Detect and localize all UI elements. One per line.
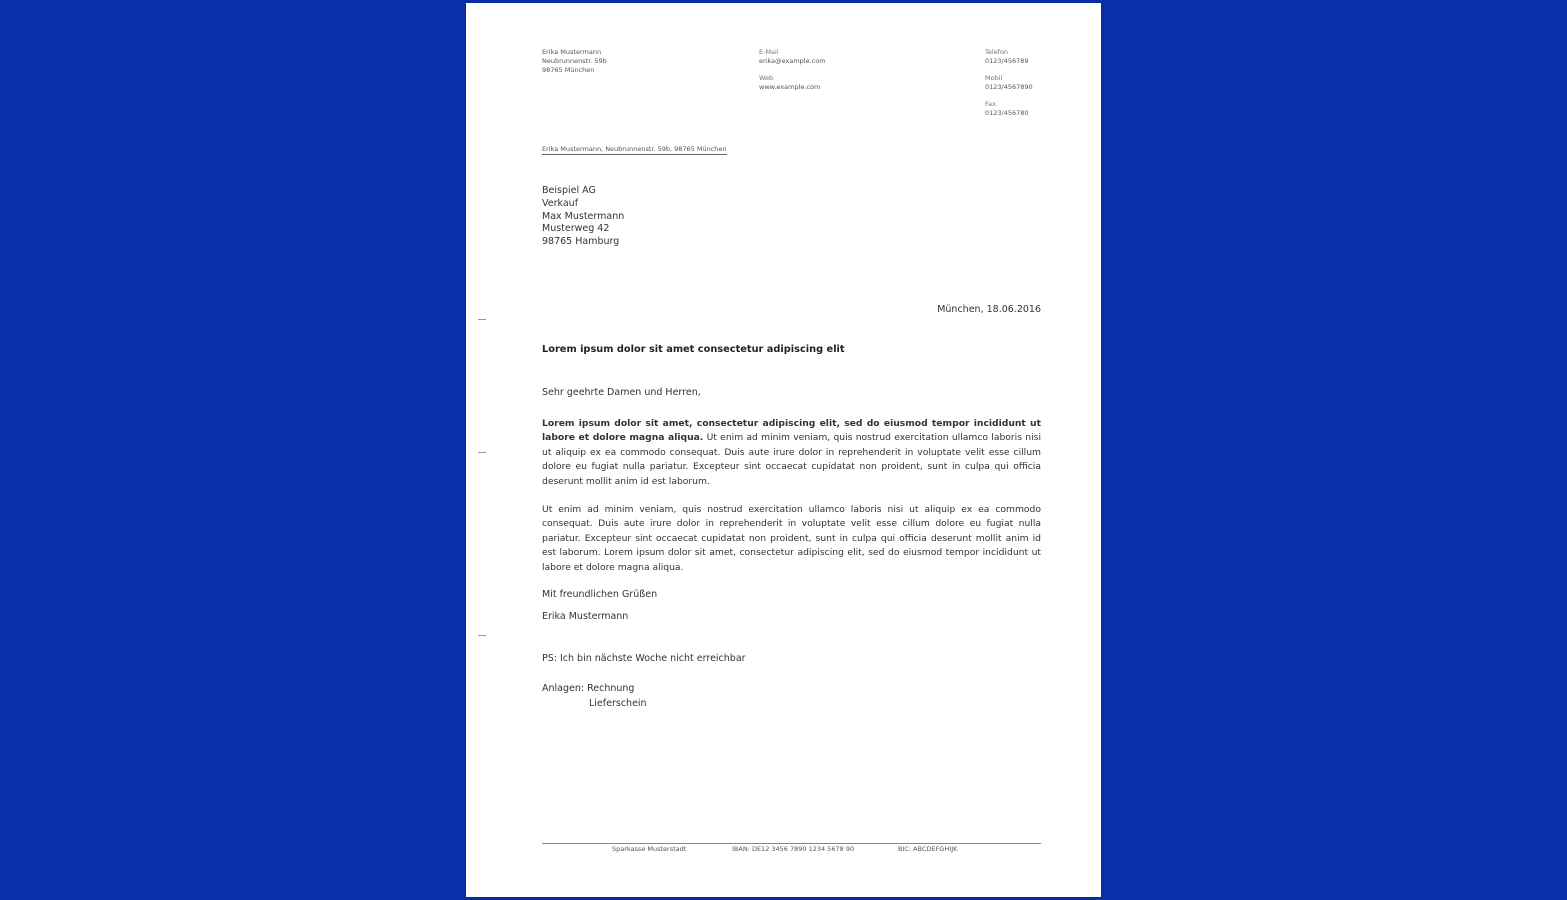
- fax-label: Fax: [985, 100, 996, 108]
- paragraph-1: [542, 417, 1041, 489]
- postscript: PS: Ich bin nächste Woche nicht erreichbar: [542, 653, 746, 664]
- fold-mark: [478, 319, 486, 320]
- sender-city: 98765 München: [542, 66, 595, 74]
- recipient-line: Musterweg 42: [542, 223, 610, 235]
- letter-subject: Lorem ipsum dolor sit amet consectetur adipiscing elit: [542, 344, 845, 355]
- attachment-item: Lieferschein: [589, 697, 647, 709]
- paragraph-1-lead: Lorem ipsum dolor sit amet, consectetur adipiscing elit, sed do eiusmod tempor incididunt ut labore et dolore magna aliqua.: [542, 418, 1041, 444]
- paragraph-1-rest: Ut enim ad minim veniam, quis nostrud exercitation ullamco laboris nisi ut aliquip ex ea commodo consequat. Duis aute irure dolor in reprehenderit in voluptate velit esse cillum dolore eu fugiat nulla pariatur. Excepteur sint occaecat cupidatat non proident, sunt in culpa qui officia deserunt mollit anim id est laborum.: [542, 432, 1041, 487]
- footer-bank: Sparkasse Musterstadt: [612, 845, 687, 853]
- hole-mark: [478, 452, 486, 453]
- letter-date: München, 18.06.2016: [937, 304, 1041, 315]
- contact-block: [759, 48, 826, 92]
- footer-iban: IBAN: DE12 3456 7890 1234 5678 90: [732, 845, 855, 853]
- salutation: Sehr geehrte Damen und Herren,: [542, 387, 701, 398]
- phone-value: 0123/456789: [985, 57, 1029, 65]
- sender-street: Neubrunnenstr. 59b: [542, 57, 607, 65]
- footer-divider: [542, 843, 1041, 844]
- phone-block: [985, 48, 1033, 118]
- mobile-label: Mobil: [985, 74, 1003, 82]
- sender-name: Erika Mustermann: [542, 48, 602, 56]
- recipient-line: Beispiel AG: [542, 185, 596, 196]
- email-label: E-Mail: [759, 48, 779, 56]
- closing: Mit freundlichen Grüßen: [542, 589, 658, 600]
- mobile-value: 0123/4567890: [985, 83, 1033, 91]
- email-value: erika@example.com: [759, 57, 826, 65]
- recipient-line: Max Mustermann: [542, 210, 625, 222]
- signature-name: Erika Mustermann: [542, 611, 629, 622]
- attachments-label: Anlagen:: [542, 683, 585, 694]
- letter-page: [466, 3, 1101, 897]
- attachment-item: Rechnung: [587, 683, 635, 694]
- paragraph-2: Ut enim ad minim veniam, quis nostrud exercitation ullamco laboris nisi ut aliquip ex ea commodo consequat. Duis aute irure dolor in reprehenderit in voluptate velit esse cillum dolore eu fugiat nulla pariatur. Excepteur sint occaecat cupidatat non proident, sunt in culpa qui officia deserunt mollit anim id est laborum. Lorem ipsum dolor sit amet, consectetur adipiscing elit, sed do eiusmod tempor incididunt ut labore et dolore magna aliqua.: [542, 504, 1041, 573]
- recipient-line: 98765 Hamburg: [542, 236, 620, 248]
- sender-block: [542, 48, 607, 75]
- fold-mark: [478, 635, 486, 636]
- footer-bic: BIC: ABCDEFGHIJK: [898, 845, 958, 853]
- recipient-address: [542, 185, 624, 249]
- return-address: Erika Mustermann, Neubrunnenstr. 59b, 98765 München: [542, 145, 727, 153]
- recipient-line: Verkauf: [542, 197, 579, 209]
- attachments: [542, 682, 647, 711]
- web-value: www.example.com: [759, 83, 821, 91]
- web-label: Web: [759, 74, 774, 82]
- fax-value: 0123/456780: [985, 109, 1029, 117]
- phone-label: Telefon: [985, 48, 1009, 56]
